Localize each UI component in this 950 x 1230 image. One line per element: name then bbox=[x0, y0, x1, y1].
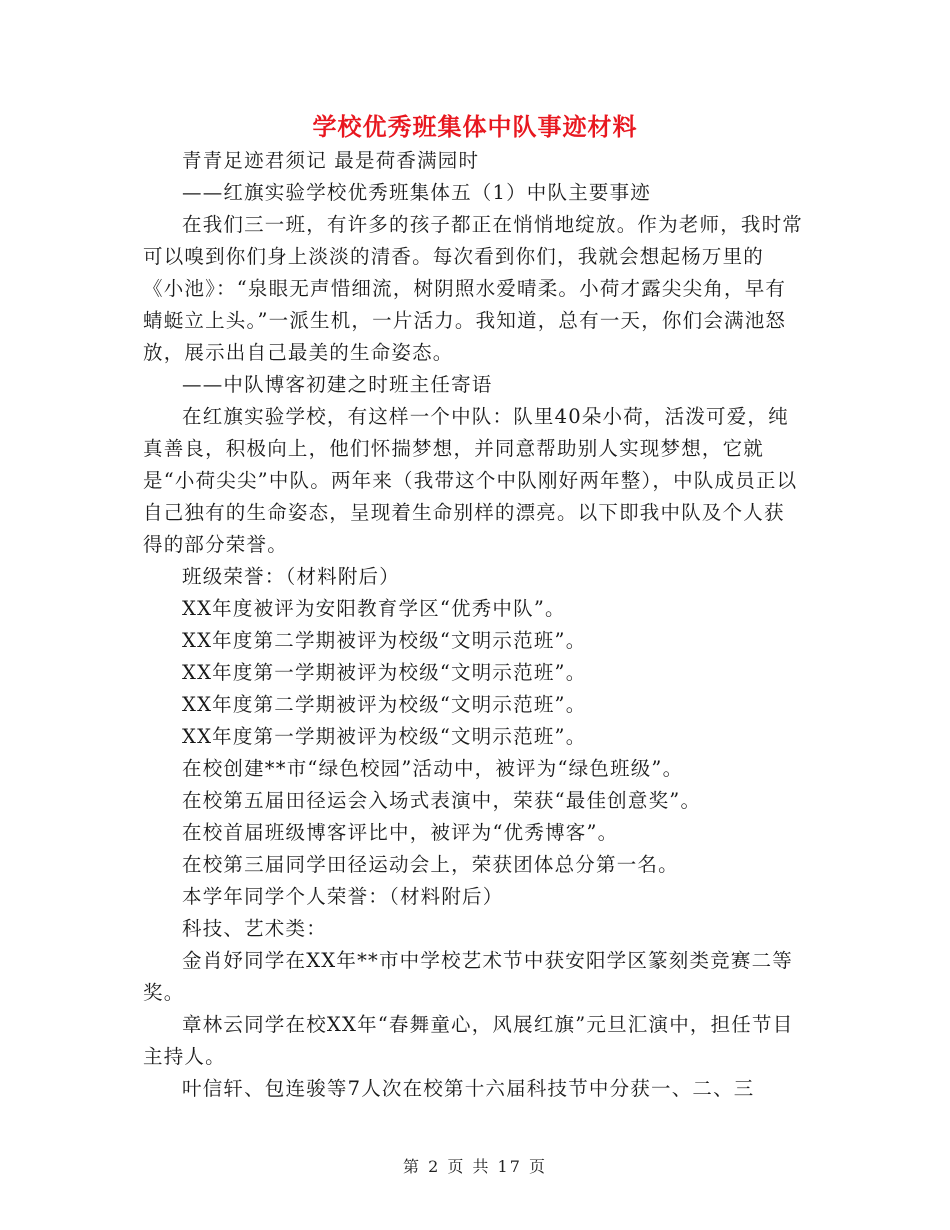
paragraph: ——红旗实验学校优秀班集体五（1）中队主要事迹 bbox=[182, 181, 652, 204]
page-number-footer: 第 2 页 共 17 页 bbox=[403, 1157, 547, 1176]
paragraph: XX年度第二学期被评为校级“文明示范班”。 bbox=[182, 693, 587, 716]
paragraph: 在校第五届田径运会入场式表演中，荣获“最佳创意奖”。 bbox=[182, 789, 702, 812]
paragraph: 班级荣誉：（材料附后） bbox=[182, 565, 400, 588]
paragraph: XX年度第一学期被评为校级“文明示范班”。 bbox=[182, 725, 587, 748]
paragraph: 科技、艺术类： bbox=[182, 917, 327, 940]
paragraph: XX年度第二学期被评为校级“文明示范班”。 bbox=[182, 629, 587, 652]
paragraph: 在校第三届同学田径运动会上，荣获团体总分第一名。 bbox=[182, 853, 679, 876]
paragraph: XX年度第一学期被评为校级“文明示范班”。 bbox=[182, 661, 587, 684]
paragraph: 在我们三一班，有许多的孩子都正在悄悄地绽放。作为老师，我时常可以嗅到你们身上淡淡的清香。每次看到你们，我就会想起杨万里的《小池》：“泉眼无声惜细流，树阴照水爱晴柔。小荷才露尖尖角，早有蜻蜓立上头。”一派生机，一片活力。我知道，总有一天，你们会满池怒放，展示出自己最美的生命姿态。 bbox=[143, 213, 804, 364]
paragraph: 金肖妤同学在XX年**市中学校艺术节中获安阳学区篆刻类竞赛二等奖。 bbox=[143, 949, 793, 1004]
document-body bbox=[143, 145, 803, 1105]
paragraph: 章林云同学在校XX年“春舞童心，风展红旗”元旦汇演中，担任节目主持人。 bbox=[143, 1013, 794, 1068]
paragraph: 青青足迹君须记 最是荷香满园时 bbox=[182, 149, 480, 172]
paragraph: 本学年同学个人荣誉：（材料附后） bbox=[182, 885, 504, 908]
paragraph: 在校首届班级博客评比中，被评为“优秀博客”。 bbox=[182, 821, 619, 844]
paragraph: 在红旗实验学校，有这样一个中队：队里40朵小荷，活泼可爱，纯真善良，积极向上，他们怀揣梦想，并同意帮助别人实现梦想，它就是“小荷尖尖”中队。两年来（我带这个中队刚好两年整），中队成员正以自己独有的生命姿态，呈现着生命别样的漂亮。以下即我中队及个人获得的部分荣誉。 bbox=[143, 405, 798, 556]
paragraph: 在校创建**市“绿色校园”活动中，被评为“绿色班级”。 bbox=[182, 757, 684, 780]
paragraph: XX年度被评为安阳教育学区“优秀中队”。 bbox=[182, 597, 566, 620]
paragraph: ——中队博客初建之时班主任寄语 bbox=[182, 373, 493, 396]
paragraph: 叶信轩、包连骏等7人次在校第十六届科技节中分获一、二、三 bbox=[182, 1077, 755, 1100]
document-title: 学校优秀班集体中队事迹材料 bbox=[312, 112, 638, 141]
